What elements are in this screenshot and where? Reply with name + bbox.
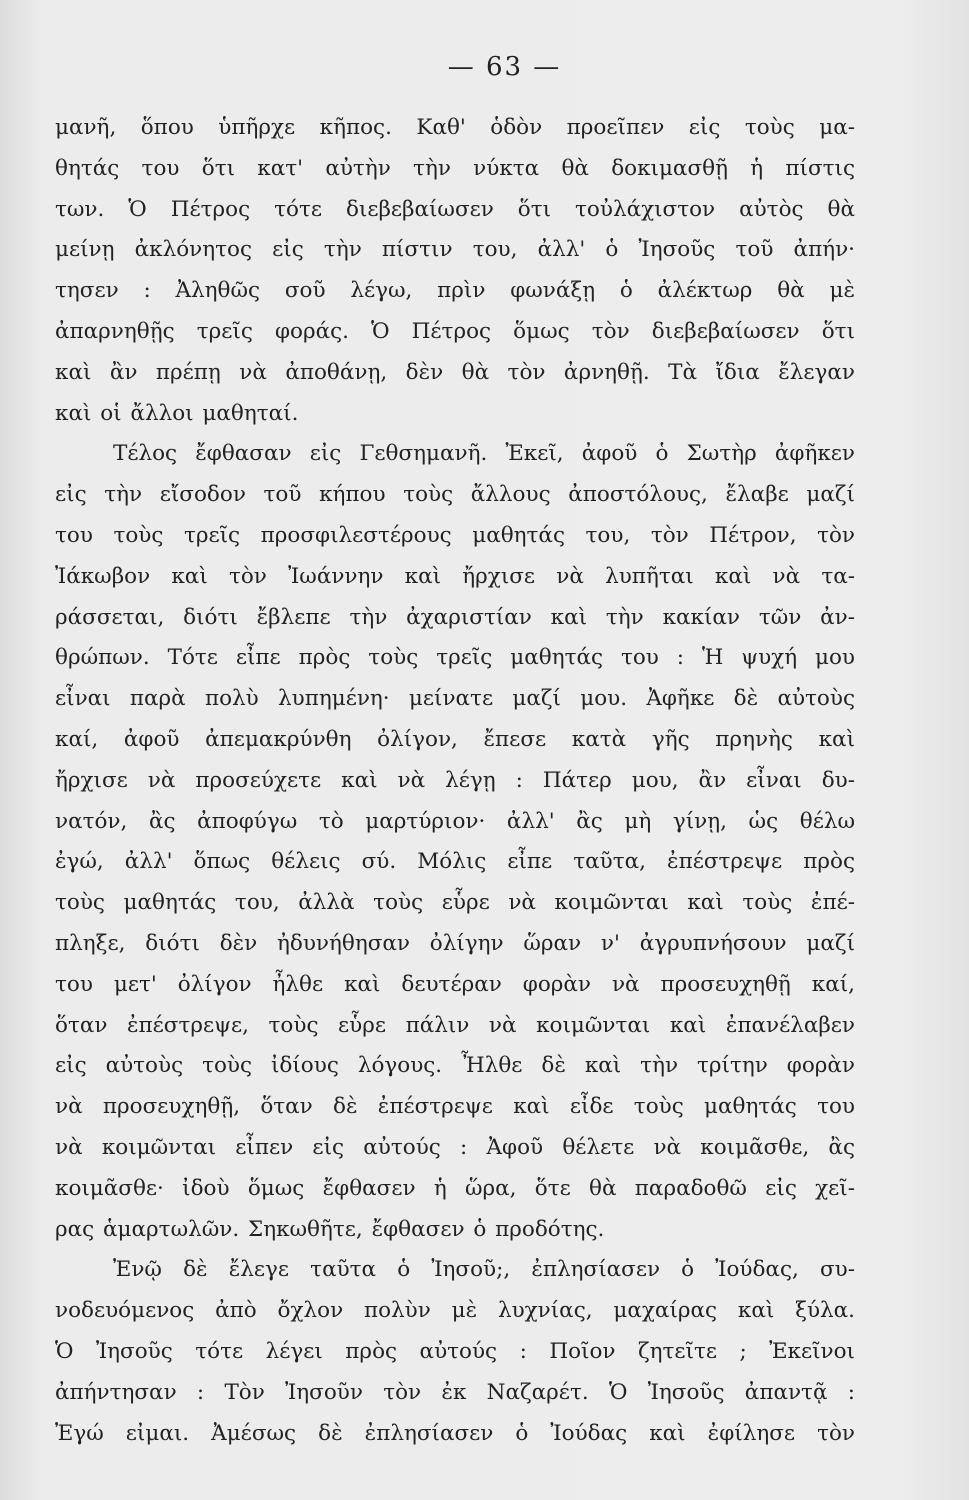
text-line: καὶ οἱ ἄλλοι μαθηταί. — [55, 400, 299, 426]
text-line: μανῆ, ὅπου ὑπῆρχε κῆπος. Καθ' ὁδὸν προεῖπεν εἰς τοὺς μα- — [55, 115, 855, 140]
text-line: νοδευόμενος ἀπὸ ὄχλον πολὺν μὲ λυχνίας, μαχαίρας καὶ ξύλα. — [55, 1298, 855, 1324]
text-line: ράσσεται, διότι ἔβλεπε τὴν ἀχαριστίαν καὶ τὴν κακίαν τῶν ἀν- — [55, 604, 855, 630]
text-line: εἶναι παρὰ πολὺ λυπημένη· μείνατε μαζί μου. Ἀφῆκε δὲ αὐτοὺς — [55, 686, 855, 712]
text-line: ἐγώ, ἀλλ' ὅπως θέλεις σύ. Μόλις εἶπε ταῦτα, ἐπέστρεψε πρὸς — [55, 849, 855, 875]
text-line: θρώπων. Τότε εἶπε πρὸς τοὺς τρεῖς μαθητάς του : Ἡ ψυχή μου — [55, 645, 855, 671]
text-line: Ἐνῷ δὲ ἔλεγε ταῦτα ὁ Ἰησοῦ;, ἐπλησίασεν ὁ Ἰούδας, συ- — [113, 1257, 855, 1283]
text-line: Τέλος ἔφθασαν εἰς Γεθσημανῆ. Ἐκεῖ, ἀφοῦ ὁ Σωτὴρ ἀφῆκεν — [113, 441, 855, 467]
text-line: καί, ἀφοῦ ἀπεμακρύνθη ὀλίγον, ἔπεσε κατὰ γῆς πρηνὴς καὶ — [55, 726, 855, 752]
text-line: πληξε, διότι δὲν ἠδυνήθησαν ὀλίγην ὥραν ν' ἀγρυπνήσουν μαζί — [55, 930, 855, 956]
text-line: του μετ' ὀλίγον ἦλθε καὶ δευτέραν φορὰν νὰ προσευχηθῇ καί, — [55, 971, 855, 997]
page-number: — 63 — — [447, 52, 562, 82]
text-line: εἰς τὴν εἴσοδον τοῦ κήπου τοὺς ἄλλους ἀποστόλους, ἔλαβε μαζί — [55, 482, 855, 508]
text-line: τοὺς μαθητάς του, ἀλλὰ τοὺς εὗρε νὰ κοιμῶνται καὶ τοὺς ἐπέ- — [55, 890, 855, 916]
text-line: ἤρχισε νὰ προσεύχετε καὶ νὰ λέγῃ : Πάτερ μου, ἂν εἶναι δυ- — [55, 767, 855, 793]
text-line: κοιμᾶσθε· ἰδοὺ ὅμως ἔφθασεν ἡ ὥρα, ὅτε θὰ παραδοθῶ εἰς χεῖ- — [55, 1175, 855, 1201]
text-line: θητάς του ὅτι κατ' αὐτὴν τὴν νύκτα θὰ δοκιμασθῇ ἡ πίστις — [55, 155, 855, 181]
text-line: ρας ἁμαρτωλῶν. Σηκωθῆτε, ἔφθασεν ὁ προδότης. — [55, 1216, 605, 1242]
text-line: Ὁ Ἰησοῦς τότε λέγει πρὸς αὐτούς : Ποῖον ζητεῖτε ; Ἐκεῖνοι — [55, 1338, 855, 1364]
text-line: Ἐγώ εἰμαι. Ἀμέσως δὲ ἐπλησίασεν ὁ Ἰούδας καὶ ἐφίλησε τὸν — [55, 1420, 855, 1446]
text-line: μείνῃ ἀκλόνητος εἰς τὴν πίστιν του, ἀλλ' ὁ Ἰησοῦς τοῦ ἀπήν· — [55, 237, 855, 263]
text-line: νὰ προσευχηθῇ, ὅταν δὲ ἐπέστρεψε καὶ εἶδε τοὺς μαθητάς του — [55, 1094, 855, 1120]
text-line: εἰς αὐτοὺς τοὺς ἰδίους λόγους. Ἦλθε δὲ καὶ τὴν τρίτην φορὰν — [55, 1053, 855, 1079]
text-line: ἀπαρνηθῇς τρεῖς φοράς. Ὁ Πέτρος ὅμως τὸν διεβεβαίωσεν ὅτι — [55, 318, 855, 344]
text-line: ὅταν ἐπέστρεψε, τοὺς εὗρε πάλιν νὰ κοιμῶνται καὶ ἐπανέλαβεν — [55, 1012, 855, 1038]
text-line: του τοὺς τρεῖς προσφιλεστέρους μαθητάς του, τὸν Πέτρον, τὸν — [55, 522, 855, 548]
text-line: τησεν : Ἀληθῶς σοῦ λέγω, πρὶν φωνάξῃ ὁ ἀλέκτωρ θὰ μὲ — [55, 278, 855, 304]
body-text — [55, 108, 855, 1454]
text-line: ἀπήντησαν : Τὸν Ἰησοῦν τὸν ἐκ Ναζαρέτ. Ὁ Ἰησοῦς ἀπαντᾷ : — [55, 1379, 855, 1405]
text-line: Ἰάκωβον καὶ τὸν Ἰωάννην καὶ ἤρχισε νὰ λυπῆται καὶ νὰ τα- — [55, 563, 855, 589]
text-line: νὰ κοιμῶνται εἶπεν εἰς αὐτούς : Ἀφοῦ θέλετε νὰ κοιμᾶσθε, ἂς — [55, 1134, 855, 1160]
text-line: των. Ὁ Πέτρος τότε διεβεβαίωσεν ὅτι τοὐλάχιστον αὐτὸς θὰ — [55, 196, 855, 222]
text-line: νατόν, ἂς ἀποφύγω τὸ μαρτύριον· ἀλλ' ἂς μὴ γίνῃ, ὡς θέλω — [55, 808, 855, 834]
text-line: καὶ ἂν πρέπῃ νὰ ἀποθάνῃ, δὲν θὰ τὸν ἀρνηθῇ. Τὰ ἴδια ἔλεγαν — [55, 359, 855, 385]
